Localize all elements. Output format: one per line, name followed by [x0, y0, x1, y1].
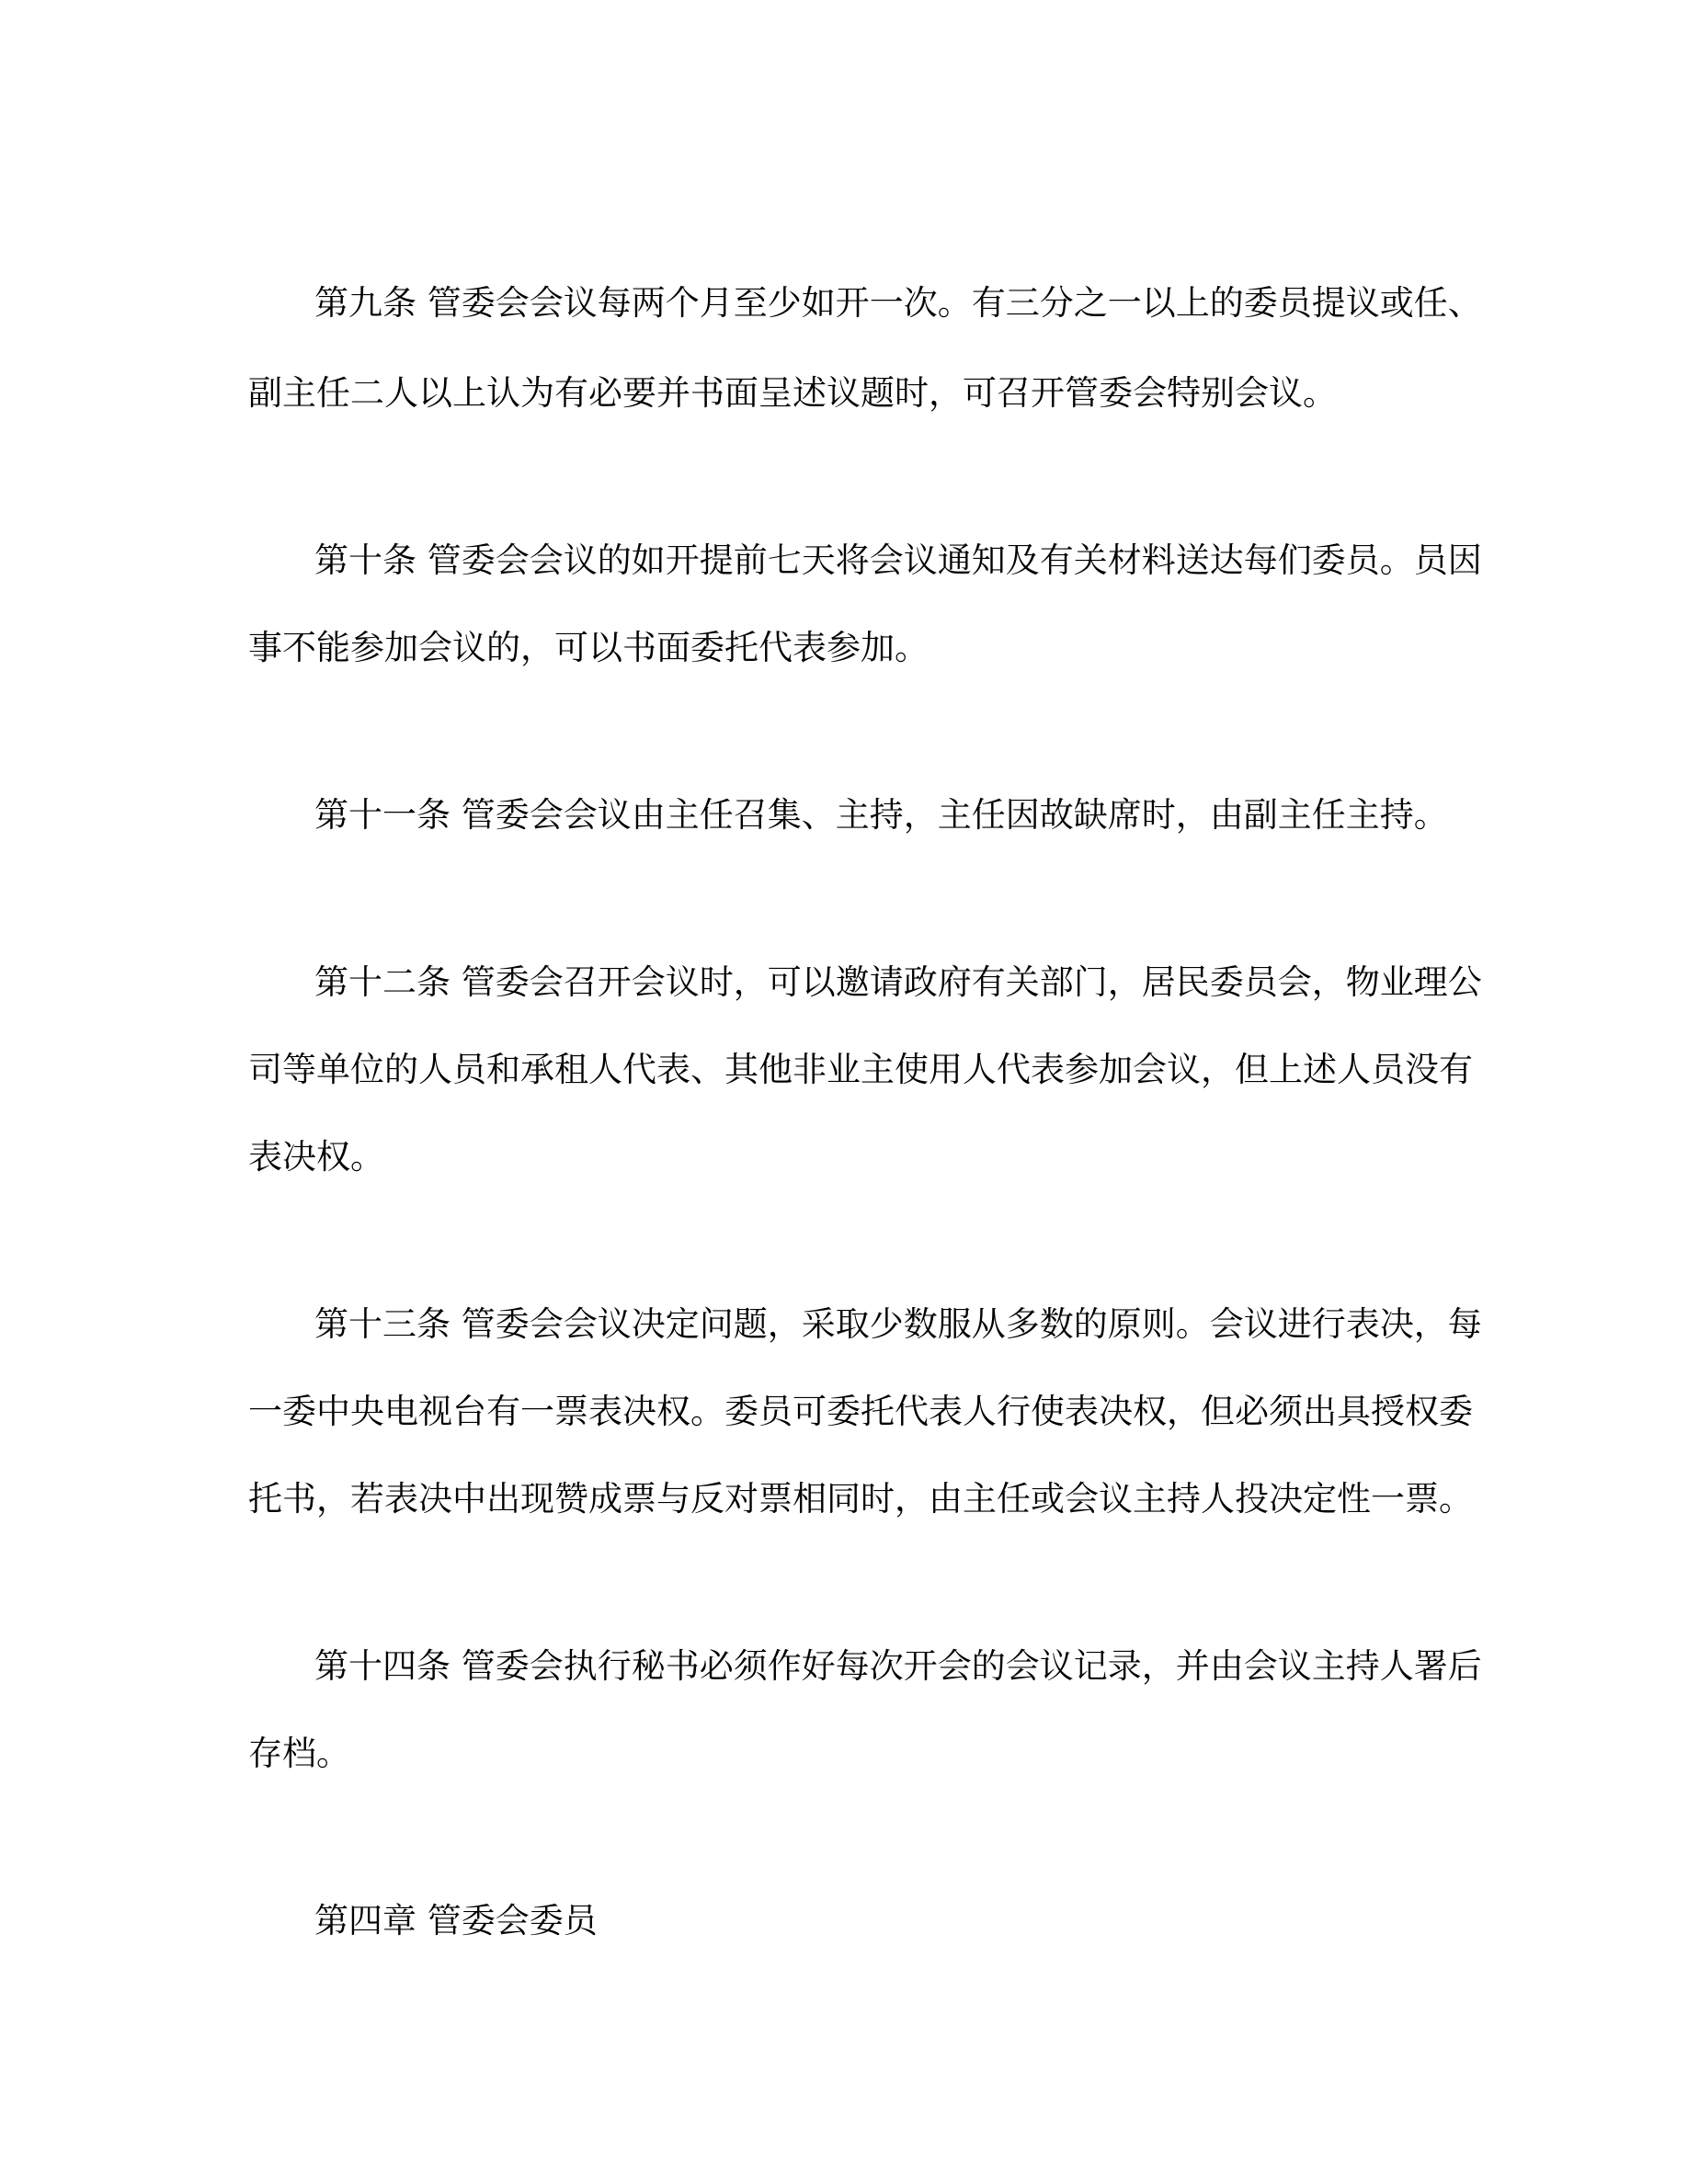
article-12-line-1: 第十二条 管委会召开会议时，可以邀请政府有关部门，居民委员会，物业理公 [314, 962, 1482, 1002]
article-14-line-2: 存档。 [248, 1734, 350, 1773]
article-13-line-2: 一委中央电视台有一票表决权。委员可委托代表人行使表决权，但必须出具授权委 [248, 1392, 1473, 1431]
chapter-heading: 第四章 管委会委员 [314, 1901, 598, 1940]
article-13-line-1: 第十三条 管委会会议决定问题，采取少数服从多数的原则。会议进行表决，每 [314, 1304, 1482, 1344]
article-13-line-3: 托书，若表决中出现赞成票与反对票相同时，由主任或会议主持人投决定性一票。 [248, 1479, 1473, 1519]
article-12-line-3: 表决权。 [248, 1137, 384, 1177]
article-14-line-1: 第十四条 管委会执行秘书必须作好每次开会的会议记录，并由会议主持人署后 [314, 1646, 1482, 1686]
article-9-line-1: 第九条 管委会会议每两个月至少如开一次。有三分之一以上的委员提议或任、 [314, 283, 1482, 323]
article-10-line-1: 第十条 管委会会议的如开提前七天将会议通知及有关材料送达每们委员。员因 [314, 540, 1482, 580]
article-11-line-1: 第十一条 管委会会议由主任召集、主持，主任因故缺席时，由副主任主持。 [314, 795, 1448, 835]
article-12-line-2: 司等单位的人员和承租人代表、其他非业主使用人代表参加会议，但上述人员没有 [248, 1050, 1473, 1089]
article-9-line-2: 副主任二人以上认为有必要并书面呈述议题时，可召开管委会特别会议。 [248, 373, 1337, 413]
article-10-line-2: 事不能参加会议的，可以书面委托代表参加。 [248, 628, 929, 667]
